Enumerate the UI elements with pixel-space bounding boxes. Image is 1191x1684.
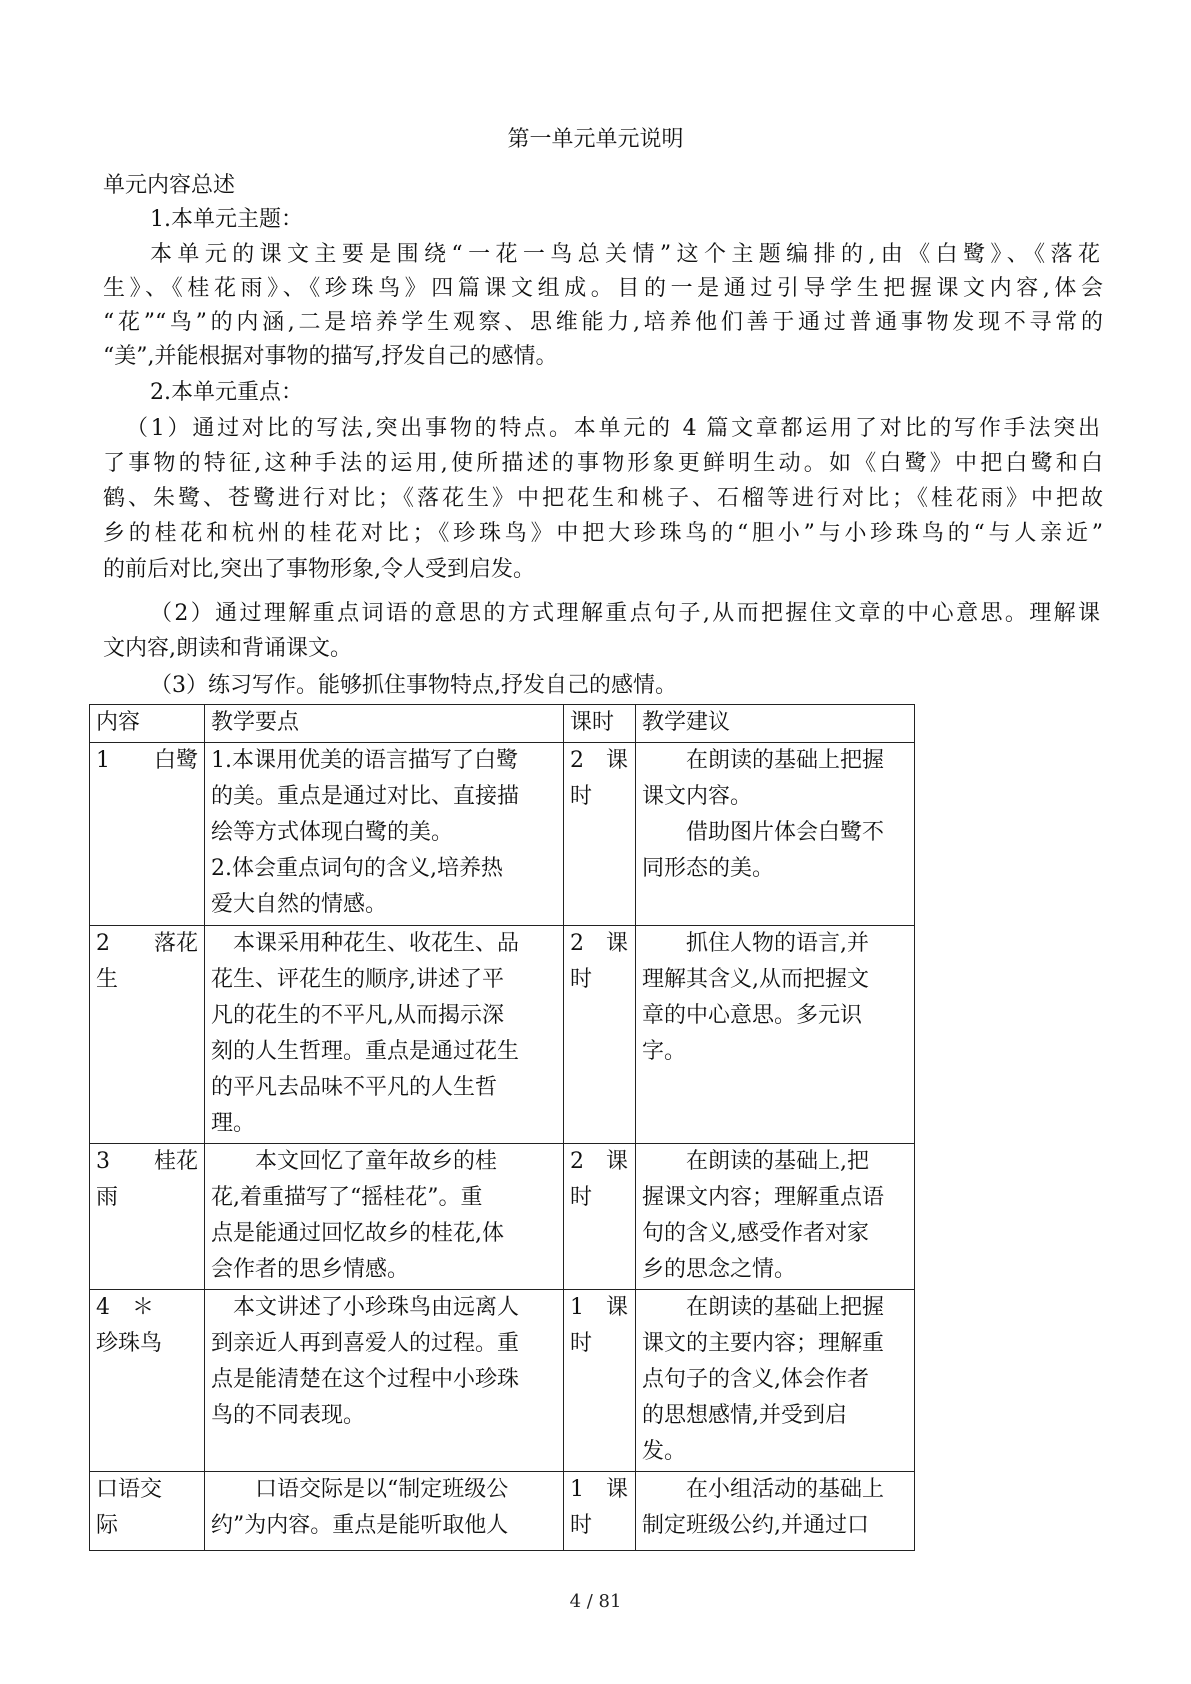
advice-cell — [636, 1144, 915, 1290]
points-cell — [205, 1472, 564, 1551]
cell-line: 理解其含义,从而把握文 — [642, 967, 869, 992]
cell-line: 3 桂花 — [96, 1149, 198, 1174]
point2-line: 文内容,朗读和背诵课文。 — [103, 636, 352, 661]
cell-line: 际 — [96, 1513, 119, 1538]
point1-line: （1）通过对比的写法,突出事物的特点。本单元的 4 篇文章都运用了对比的写作手法突出 — [126, 416, 1100, 441]
advice-cell — [636, 1290, 915, 1472]
cell-line: 在朗读的基础上把握 — [642, 1295, 885, 1320]
cell-line: 时 — [570, 1185, 593, 1210]
cell-line: 1 课 — [570, 1477, 628, 1502]
cell-line: 口语交际是以“制定班级公 — [211, 1477, 509, 1502]
cell-line: 2 课 — [570, 748, 628, 773]
cell-line: 绘等方式体现白鹭的美。 — [211, 820, 454, 845]
point1-line: 乡的桂花和杭州的桂花对比；《珍珠鸟》中把大珍珠鸟的“胆小”与小珍珠鸟的“与人亲近” — [103, 521, 1103, 546]
cell-line: 课文内容。 — [642, 784, 753, 809]
cell-line: 雨 — [96, 1185, 119, 1210]
lesson-table — [89, 704, 915, 1551]
cell-line: 时 — [570, 784, 593, 809]
cell-line: 时 — [570, 967, 593, 992]
points-cell — [205, 926, 564, 1144]
cell-line: 乡的思念之情。 — [642, 1257, 797, 1282]
point1-line: 了事物的特征,这种手法的运用,使所描述的事物形象更鲜明生动。如《白鹭》中把白鹭和白 — [103, 451, 1103, 476]
points-cell — [205, 1290, 564, 1472]
cell-line: 生 — [96, 967, 119, 992]
cell-line: 制定班级公约,并通过口 — [642, 1513, 869, 1538]
hours-cell — [564, 1472, 636, 1551]
cell-line: 会作者的思乡情感。 — [211, 1257, 410, 1282]
cell-line: 在小组活动的基础上 — [642, 1477, 885, 1502]
header-cell: 课时 — [564, 705, 636, 743]
cell-line: 2 课 — [570, 1149, 628, 1174]
cell-line: 约”为内容。重点是能听取他人 — [211, 1513, 509, 1538]
cell-line: 在朗读的基础上,把 — [642, 1149, 869, 1174]
cell-line: 2 课 — [570, 931, 628, 956]
cell-line: 章的中心意思。多元识 — [642, 1003, 863, 1028]
content-cell — [90, 743, 205, 926]
cell-line: 点句子的含义,体会作者 — [642, 1367, 869, 1392]
cell-line: 在朗读的基础上把握 — [642, 748, 885, 773]
table-row — [90, 926, 915, 1144]
cell-line: 时 — [570, 1331, 593, 1356]
cell-line: 本文讲述了小珍珠鸟由远离人 — [211, 1295, 520, 1320]
cell-line: 本文回忆了童年故乡的桂 — [211, 1149, 498, 1174]
point2-line: （2）通过理解重点词语的意思的方式理解重点句子,从而把握住文章的中心意思。理解课 — [150, 601, 1100, 626]
cell-line: 同形态的美。 — [642, 856, 775, 881]
cell-line: 发。 — [642, 1439, 687, 1464]
cell-line: 理。 — [211, 1111, 256, 1136]
content-cell — [90, 1290, 205, 1472]
table-header-row — [90, 705, 915, 743]
cell-line: 4 ＊ — [96, 1295, 154, 1320]
table-row — [90, 1290, 915, 1472]
cell-line: 花,着重描写了“摇桂花”。重 — [211, 1185, 483, 1210]
header-cell: 教学建议 — [636, 705, 915, 743]
cell-line: 珍珠鸟 — [96, 1331, 163, 1356]
cell-line: 句的含义,感受作者对家 — [642, 1221, 869, 1246]
hours-cell — [564, 1144, 636, 1290]
cell-line: 凡的花生的不平凡,从而揭示深 — [211, 1003, 504, 1028]
table-row — [90, 743, 915, 926]
advice-cell — [636, 743, 915, 926]
header-cell: 内容 — [90, 705, 205, 743]
item1-para-line: “花”“鸟”的内涵,二是培养学生观察、思维能力,培养他们善于通过普通事物发现不寻常的 — [103, 310, 1103, 335]
cell-line: 握课文内容；理解重点语 — [642, 1185, 885, 1210]
cell-line: 的平凡去品味不平凡的人生哲 — [211, 1075, 498, 1100]
cell-line: 时 — [570, 1513, 593, 1538]
table-row — [90, 1144, 915, 1290]
item1-para-line: “美”,并能根据对事物的描写,抒发自己的感情。 — [103, 344, 558, 369]
advice-cell — [636, 1472, 915, 1551]
page-number: 4 / 81 — [569, 1591, 622, 1612]
cell-line: 2.体会重点词句的含义,培养热 — [211, 856, 503, 881]
points-cell — [205, 743, 564, 926]
section-heading: 单元内容总述 — [103, 173, 236, 198]
table-row — [90, 1472, 915, 1551]
cell-line: 口语交 — [96, 1477, 163, 1502]
cell-line: 的思想感情,并受到启 — [642, 1403, 847, 1428]
cell-line: 1 白鹭 — [96, 748, 198, 773]
cell-line: 刻的人生哲理。重点是通过花生 — [211, 1039, 520, 1064]
cell-line: 本课采用种花生、收花生、品 — [211, 931, 520, 956]
cell-line: 鸟的不同表现。 — [211, 1403, 366, 1428]
cell-line: 抓住人物的语言,并 — [642, 931, 869, 956]
point1-line: 鹤、朱鹭、苍鹭进行对比；《落花生》中把花生和桃子、石榴等进行对比；《桂花雨》中把故 — [103, 486, 1103, 511]
advice-cell — [636, 926, 915, 1144]
cell-line: 课文的主要内容；理解重 — [642, 1331, 885, 1356]
cell-line: 到亲近人再到喜爱人的过程。重 — [211, 1331, 520, 1356]
cell-line: 点是能通过回忆故乡的桂花,体 — [211, 1221, 504, 1246]
cell-line: 2 落花 — [96, 931, 198, 956]
header-cell: 教学要点 — [205, 705, 564, 743]
cell-line: 花生、评花生的顺序,讲述了平 — [211, 967, 504, 992]
point3-line: （3）练习写作。能够抓住事物特点,抒发自己的感情。 — [150, 673, 677, 698]
hours-cell — [564, 926, 636, 1144]
item2-heading: 2.本单元重点： — [150, 380, 303, 405]
cell-line: 1 课 — [570, 1295, 628, 1320]
cell-line: 点是能清楚在这个过程中小珍珠 — [211, 1367, 520, 1392]
item1-para-line: 生》、《桂花雨》、《珍珠鸟》四篇课文组成。目的一是通过引导学生把握课文内容,体会 — [103, 276, 1103, 301]
content-cell — [90, 1472, 205, 1551]
hours-cell — [564, 1290, 636, 1472]
content-cell — [90, 926, 205, 1144]
content-cell — [90, 1144, 205, 1290]
hours-cell — [564, 743, 636, 926]
cell-line: 的美。重点是通过对比、直接描 — [211, 784, 520, 809]
item1-heading: 1.本单元主题： — [150, 207, 303, 232]
item1-para-line: 本单元的课文主要是围绕“一花一鸟总关情”这个主题编排的,由《白鹭》、《落花 — [150, 242, 1100, 267]
points-cell — [205, 1144, 564, 1290]
point1-line: 的前后对比,突出了事物形象,令人受到启发。 — [103, 557, 535, 582]
cell-line: 字。 — [642, 1039, 687, 1064]
cell-line: 爱大自然的情感。 — [211, 892, 388, 917]
cell-line: 1.本课用优美的语言描写了白鹭 — [211, 748, 518, 773]
cell-line: 借助图片体会白鹭不 — [642, 820, 885, 845]
page-title: 第一单元单元说明 — [507, 127, 684, 152]
